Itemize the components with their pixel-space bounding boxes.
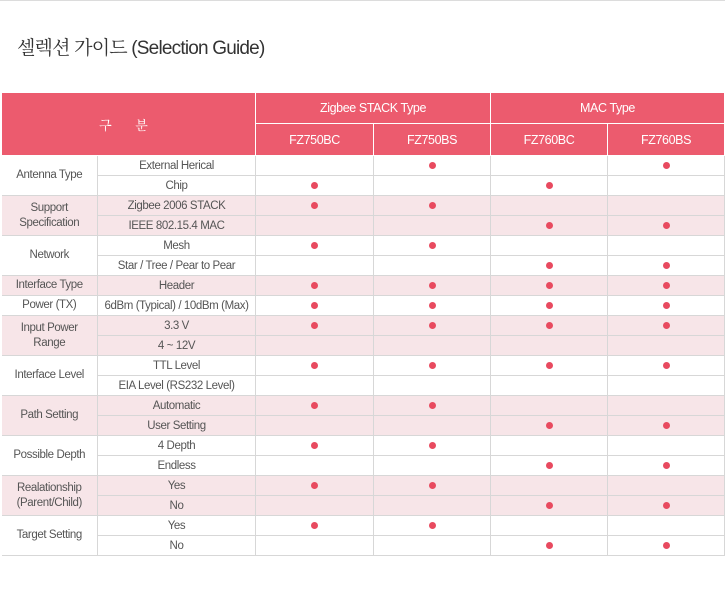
- mark-cell: [491, 536, 608, 556]
- table-row: [2, 416, 725, 436]
- mark-cell: [256, 236, 374, 256]
- model-header: FZ750BS: [374, 124, 491, 156]
- mark-cell: [374, 456, 491, 476]
- mark-cell: [491, 256, 608, 276]
- support-dot-icon: [311, 402, 318, 409]
- row-label: 4 ~ 12V: [98, 336, 256, 356]
- mark-cell: [374, 316, 491, 336]
- support-dot-icon: [546, 542, 553, 549]
- model-header: FZ750BC: [256, 124, 374, 156]
- mark-cell: [256, 156, 374, 176]
- mark-cell: [256, 216, 374, 236]
- mark-cell: [491, 376, 608, 396]
- row-label: TTL Level: [98, 356, 256, 376]
- mark-cell: [491, 496, 608, 516]
- group-label: Target Setting: [2, 516, 98, 556]
- support-dot-icon: [663, 422, 670, 429]
- top-divider: [0, 0, 725, 1]
- support-dot-icon: [311, 442, 318, 449]
- table-row: [2, 436, 725, 456]
- mark-cell: [374, 496, 491, 516]
- support-dot-icon: [663, 462, 670, 469]
- table-row: [2, 356, 725, 376]
- model-header: FZ760BS: [608, 124, 725, 156]
- mark-cell: [256, 356, 374, 376]
- support-dot-icon: [663, 362, 670, 369]
- group-label: Input Power Range: [2, 316, 98, 356]
- group-label: Interface Level: [2, 356, 98, 396]
- support-dot-icon: [546, 282, 553, 289]
- mark-cell: [256, 316, 374, 336]
- mark-cell: [608, 156, 725, 176]
- support-dot-icon: [546, 182, 553, 189]
- support-dot-icon: [663, 162, 670, 169]
- group-label: Possible Depth: [2, 436, 98, 476]
- mark-cell: [491, 176, 608, 196]
- support-dot-icon: [311, 322, 318, 329]
- mark-cell: [608, 336, 725, 356]
- support-dot-icon: [663, 282, 670, 289]
- group-label: Power (TX): [2, 296, 98, 316]
- mark-cell: [374, 276, 491, 296]
- support-dot-icon: [663, 322, 670, 329]
- table-header: [2, 93, 725, 156]
- support-dot-icon: [663, 542, 670, 549]
- mark-cell: [608, 476, 725, 496]
- selection-guide-table: [1, 92, 725, 556]
- mark-cell: [256, 436, 374, 456]
- table-row: [2, 476, 725, 496]
- mark-cell: [256, 516, 374, 536]
- table-row: [2, 396, 725, 416]
- row-label: User Setting: [98, 416, 256, 436]
- mark-cell: [491, 476, 608, 496]
- row-label: 4 Depth: [98, 436, 256, 456]
- row-label: Header: [98, 276, 256, 296]
- row-label: Endless: [98, 456, 256, 476]
- mark-cell: [608, 216, 725, 236]
- table-row: [2, 296, 725, 316]
- group-label: Antenna Type: [2, 156, 98, 196]
- mark-cell: [608, 496, 725, 516]
- mark-cell: [608, 356, 725, 376]
- mark-cell: [491, 336, 608, 356]
- support-dot-icon: [663, 262, 670, 269]
- mark-cell: [608, 276, 725, 296]
- mark-cell: [374, 216, 491, 236]
- model-header: FZ760BC: [491, 124, 608, 156]
- mark-cell: [374, 436, 491, 456]
- mark-cell: [374, 516, 491, 536]
- mark-cell: [491, 236, 608, 256]
- mark-cell: [374, 356, 491, 376]
- row-label: Yes: [98, 516, 256, 536]
- table-row: [2, 516, 725, 536]
- group-label: Network: [2, 236, 98, 276]
- support-dot-icon: [546, 302, 553, 309]
- mark-cell: [491, 356, 608, 376]
- group-label: Support Specification: [2, 196, 98, 236]
- mark-cell: [491, 296, 608, 316]
- mark-cell: [608, 376, 725, 396]
- support-dot-icon: [429, 522, 436, 529]
- mark-cell: [374, 416, 491, 436]
- table-row: [2, 256, 725, 276]
- support-dot-icon: [546, 462, 553, 469]
- row-label: No: [98, 536, 256, 556]
- group-label: Path Setting: [2, 396, 98, 436]
- mark-cell: [608, 516, 725, 536]
- mark-cell: [374, 376, 491, 396]
- support-dot-icon: [546, 322, 553, 329]
- support-dot-icon: [546, 262, 553, 269]
- support-dot-icon: [311, 482, 318, 489]
- mark-cell: [374, 396, 491, 416]
- support-dot-icon: [429, 162, 436, 169]
- table-row: [2, 216, 725, 236]
- mark-cell: [608, 176, 725, 196]
- support-dot-icon: [429, 302, 436, 309]
- support-dot-icon: [311, 522, 318, 529]
- mark-cell: [491, 216, 608, 236]
- row-label: Yes: [98, 476, 256, 496]
- table-row: [2, 156, 725, 176]
- mark-cell: [608, 536, 725, 556]
- mark-cell: [374, 196, 491, 216]
- mark-cell: [374, 156, 491, 176]
- mark-cell: [256, 536, 374, 556]
- mark-cell: [608, 436, 725, 456]
- support-dot-icon: [429, 482, 436, 489]
- mark-cell: [256, 376, 374, 396]
- table-row: [2, 536, 725, 556]
- mark-cell: [256, 496, 374, 516]
- support-dot-icon: [546, 422, 553, 429]
- mark-cell: [491, 396, 608, 416]
- support-dot-icon: [546, 362, 553, 369]
- table-row: [2, 316, 725, 336]
- support-dot-icon: [546, 502, 553, 509]
- support-dot-icon: [429, 322, 436, 329]
- support-dot-icon: [429, 442, 436, 449]
- mark-cell: [608, 196, 725, 216]
- mark-cell: [374, 296, 491, 316]
- mark-cell: [256, 396, 374, 416]
- mark-cell: [256, 196, 374, 216]
- group-header-zigbee: Zigbee STACK Type: [256, 93, 491, 124]
- mark-cell: [491, 316, 608, 336]
- table-row: [2, 176, 725, 196]
- page-title: 셀렉션 가이드 (Selection Guide): [17, 38, 265, 59]
- mark-cell: [256, 176, 374, 196]
- mark-cell: [256, 336, 374, 356]
- row-label: Mesh: [98, 236, 256, 256]
- row-label: EIA Level (RS232 Level): [98, 376, 256, 396]
- row-label: Automatic: [98, 396, 256, 416]
- row-label: Zigbee 2006 STACK: [98, 196, 256, 216]
- support-dot-icon: [311, 302, 318, 309]
- mark-cell: [491, 156, 608, 176]
- support-dot-icon: [429, 282, 436, 289]
- mark-cell: [374, 536, 491, 556]
- support-dot-icon: [429, 402, 436, 409]
- mark-cell: [608, 296, 725, 316]
- mark-cell: [256, 276, 374, 296]
- row-label: IEEE 802.15.4 MAC: [98, 216, 256, 236]
- support-dot-icon: [311, 182, 318, 189]
- mark-cell: [608, 316, 725, 336]
- table-body: [2, 156, 725, 556]
- mark-cell: [491, 416, 608, 436]
- table-row: [2, 496, 725, 516]
- row-label: 3.3 V: [98, 316, 256, 336]
- table-row: [2, 236, 725, 256]
- mark-cell: [374, 336, 491, 356]
- mark-cell: [374, 256, 491, 276]
- mark-cell: [256, 456, 374, 476]
- support-dot-icon: [663, 502, 670, 509]
- table-row: [2, 336, 725, 356]
- mark-cell: [608, 456, 725, 476]
- mark-cell: [491, 276, 608, 296]
- mark-cell: [374, 476, 491, 496]
- group-label: Interface Type: [2, 276, 98, 296]
- support-dot-icon: [311, 202, 318, 209]
- mark-cell: [608, 416, 725, 436]
- table-row: [2, 196, 725, 216]
- support-dot-icon: [311, 362, 318, 369]
- support-dot-icon: [663, 222, 670, 229]
- support-dot-icon: [311, 242, 318, 249]
- support-dot-icon: [663, 302, 670, 309]
- support-dot-icon: [311, 282, 318, 289]
- support-dot-icon: [429, 362, 436, 369]
- mark-cell: [374, 176, 491, 196]
- table-row: [2, 456, 725, 476]
- mark-cell: [491, 456, 608, 476]
- table-row: [2, 276, 725, 296]
- mark-cell: [491, 436, 608, 456]
- row-label: Star / Tree / Pear to Pear: [98, 256, 256, 276]
- category-header: 구 분: [2, 93, 256, 156]
- group-label: Realationship (Parent/Child): [2, 476, 98, 516]
- table-row: [2, 376, 725, 396]
- mark-cell: [374, 236, 491, 256]
- row-label: Chip: [98, 176, 256, 196]
- row-label: 6dBm (Typical) / 10dBm (Max): [98, 296, 256, 316]
- mark-cell: [256, 296, 374, 316]
- group-header-mac: MAC Type: [491, 93, 725, 124]
- row-label: No: [98, 496, 256, 516]
- mark-cell: [256, 256, 374, 276]
- mark-cell: [256, 416, 374, 436]
- mark-cell: [256, 476, 374, 496]
- row-label: External Herical: [98, 156, 256, 176]
- mark-cell: [608, 236, 725, 256]
- support-dot-icon: [546, 222, 553, 229]
- mark-cell: [491, 196, 608, 216]
- mark-cell: [608, 396, 725, 416]
- mark-cell: [491, 516, 608, 536]
- mark-cell: [608, 256, 725, 276]
- support-dot-icon: [429, 242, 436, 249]
- support-dot-icon: [429, 202, 436, 209]
